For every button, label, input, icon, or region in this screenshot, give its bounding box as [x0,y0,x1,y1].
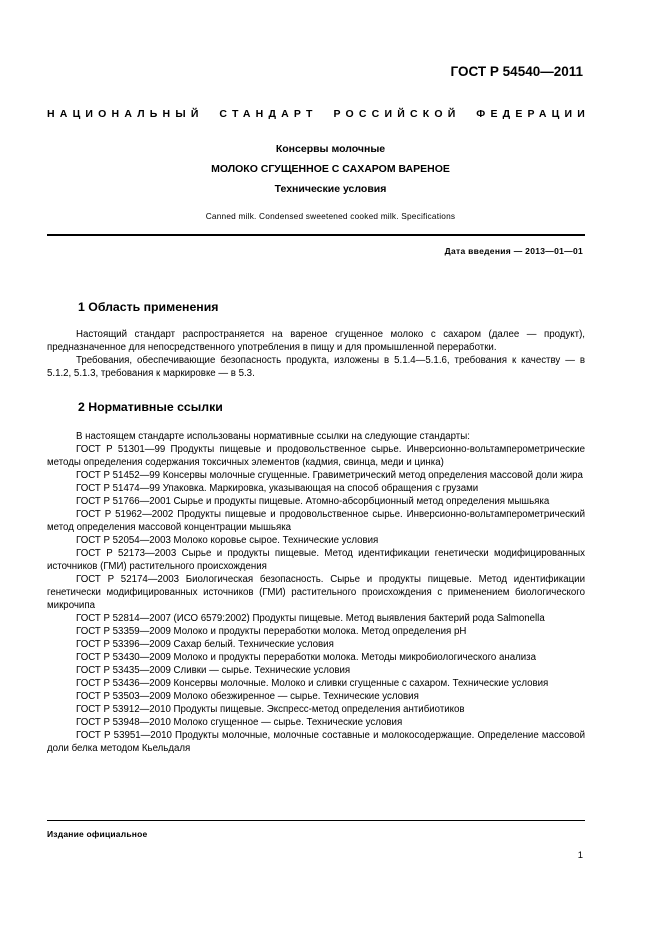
reference-item: ГОСТ Р 52054—2003 Молоко коровье сырое. Технические условия [76,535,379,546]
banner-word: РОССИЙСКОЙ [333,108,461,120]
banner-word: СТАНДАРТ [219,108,318,120]
reference-item: ГОСТ Р 51452—99 Консервы молочные сгущенные. Гравиметрический метод определения массовой доли жира [76,470,583,481]
reference-item: ГОСТ Р 53436—2009 Консервы молочные. Молоко и сливки сгущенные с сахаром. Технические условия [76,678,549,689]
reference-item: ГОСТ Р 52174—2003 Биологическая безопасность. Сырье и продукты пищевые. Метод идентификации генетически модифицированных источников (ГМИ) растительного происхождения с применением биологического микрочипа [47,574,585,611]
document-code: ГОСТ Р 54540—2011 [450,64,583,79]
reference-item: ГОСТ Р 51301—99 Продукты пищевые и продовольственное сырье. Инверсионно-вольтамперометрические методы определения содержания токсичных элементов (кадмия, свинца, меди и цинка) [47,444,585,468]
title-english: Canned milk. Condensed sweetened cooked milk. Specifications [205,211,456,221]
reference-item: ГОСТ Р 53503—2009 Молоко обезжиренное — сырье. Технические условия [76,691,419,702]
reference-item: ГОСТ Р 51474—99 Упаковка. Маркировка, указывающая на способ обращения с грузами [76,483,479,494]
edition-label: Издание официальное [47,829,148,839]
section-1-body [47,328,585,380]
reference-item: ГОСТ Р 51766—2001 Сырье и продукты пищевые. Атомно-абсорбционный метод определения мышьяка [76,496,550,507]
title-subtitle: Технические условия [274,183,387,195]
title-main: МОЛОКО СГУЩЕННОЕ С САХАРОМ ВАРЕНОЕ [211,163,450,175]
banner-word: НАЦИОНАЛЬНЫЙ [47,108,204,120]
section-1-heading: 1 Область применения [78,300,219,314]
reference-item: ГОСТ Р 53430—2009 Молоко и продукты переработки молока. Методы микробиологического анализа [76,652,537,663]
title-divider [47,234,585,236]
introduction-date: Дата введения — 2013—01—01 [444,246,583,256]
page-number: 1 [577,850,583,861]
paragraph: Требования, обеспечивающие безопасность продукта, изложены в 5.1.4—5.1.6, требования к качеству — в 5.1.2, 5.1.3, требования к маркировке — в 5.3. [47,355,585,379]
reference-item: ГОСТ Р 53435—2009 Сливки — сырье. Технические условия [76,665,351,676]
paragraph: В настоящем стандарте использованы нормативные ссылки на следующие стандарты: [76,431,470,442]
reference-item: ГОСТ Р 53396—2009 Сахар белый. Технические условия [76,639,334,650]
reference-item: ГОСТ Р 53948—2010 Молоко сгущенное — сырье. Технические условия [76,717,403,728]
reference-item: ГОСТ Р 53951—2010 Продукты молочные, молочные составные и молокосодержащие. Определение массовой доли белка методом Кьельдаля [47,730,585,754]
section-2-body [47,430,585,755]
reference-item: ГОСТ Р 51962—2002 Продукты пищевые и продовольственное сырье. Инверсионно-вольтамперометрический метод определения массовой концентрации мышьяка [47,509,585,533]
reference-item: ГОСТ Р 53912—2010 Продукты пищевые. Экспресс-метод определения антибиотиков [76,704,465,715]
reference-item: ГОСТ Р 52814—2007 (ИСО 6579:2002) Продукты пищевые. Метод выявления бактерий рода Salmonella [76,613,545,624]
national-standard-banner [47,108,590,120]
reference-item: ГОСТ Р 52173—2003 Сырье и продукты пищевые. Метод идентификации генетически модифицированных источников (ГМИ) растительного происхождения [47,548,585,572]
banner-word: ФЕДЕРАЦИИ [476,108,590,120]
section-2-heading: 2 Нормативные ссылки [78,400,223,414]
footer-divider [47,820,585,821]
title-category: Консервы молочные [275,143,386,155]
paragraph: Настоящий стандарт распространяется на вареное сгущенное молоко с сахаром (далее — продукт), предназначенное для непосредственного употребления в пищу и для промышленной переработки. [47,329,585,353]
reference-item: ГОСТ Р 53359—2009 Молоко и продукты переработки молока. Метод определения pH [76,626,467,637]
